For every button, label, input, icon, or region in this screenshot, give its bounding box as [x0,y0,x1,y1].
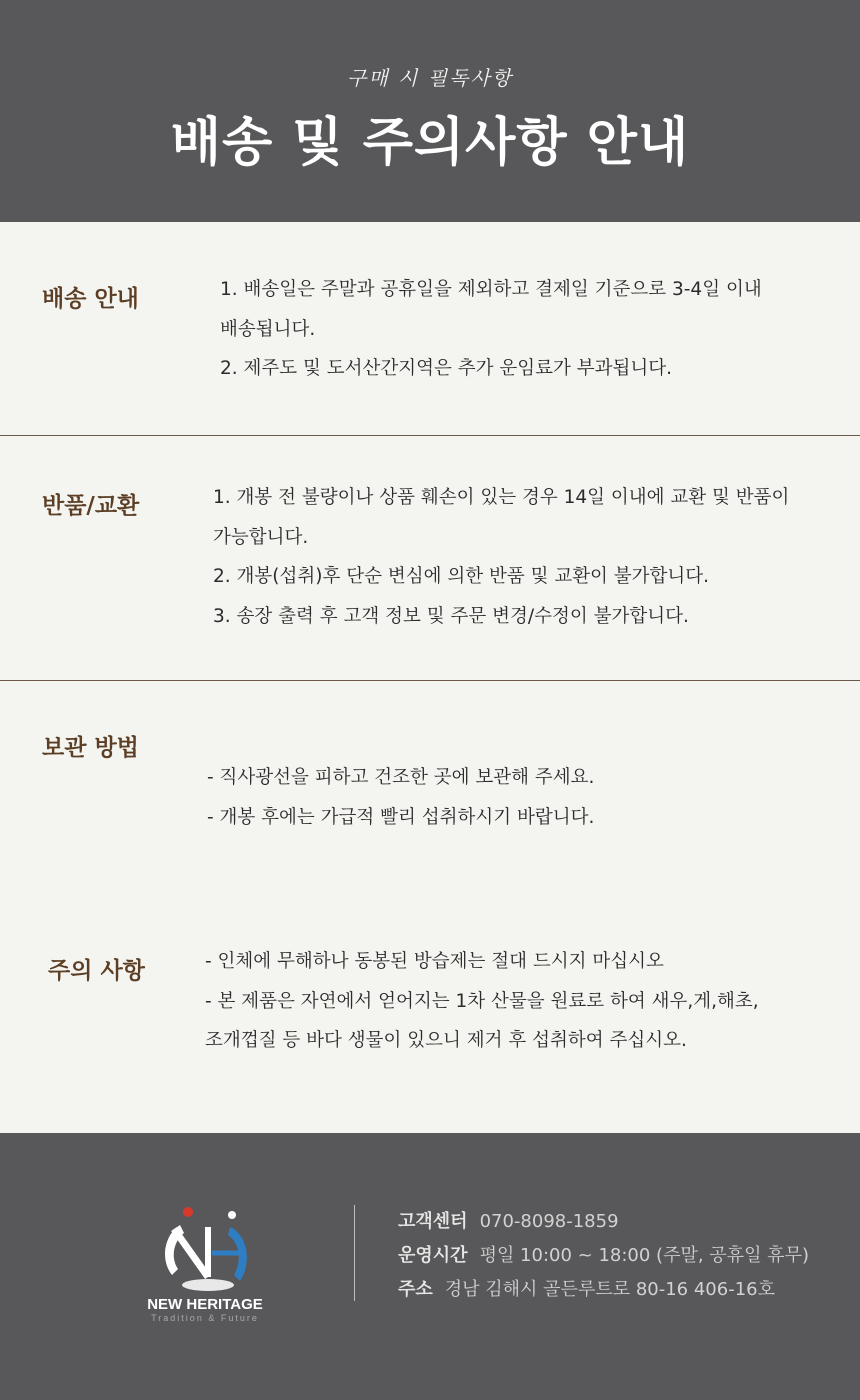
text-line: 조개껍질 등 바다 생물이 있으니 제거 후 섭취하여 주십시오. [205,1030,687,1051]
section-title-shipping: 배송 안내 [42,286,139,312]
address-label: 주소 [398,1279,433,1300]
section-text-shipping [220,270,762,389]
customer-center-label: 고객센터 [398,1211,468,1232]
brand-name: NEW HERITAGE [147,1296,263,1313]
header-subtitle: 구매 시 필독사항 [347,66,513,90]
text-line: 배송됩니다. [220,318,316,340]
section-title-returns: 반품/교환 [42,493,140,519]
text-line: 2. 제주도 및 도서산간지역은 추가 운임료가 부과됩니다. [220,358,672,379]
section-text-storage [207,758,594,837]
header-banner [0,0,860,222]
text-line: 가능합니다. [213,526,309,548]
section-title-caution: 주의 사항 [48,958,145,984]
customer-center-row [398,1207,619,1233]
hours-label: 운영시간 [398,1245,468,1266]
page-title: 배송 및 주의사항 안내 [170,113,690,173]
footer-divider [354,1205,355,1301]
text-line: - 본 제품은 자연에서 얻어지는 1차 산물을 원료로 하여 새우,게,해초, [205,990,759,1012]
text-line: 1. 개봉 전 불량이나 상품 훼손이 있는 경우 14일 이내에 교환 및 반품이 [213,487,790,508]
text-line: - 개봉 후에는 가급적 빨리 섭취하시기 바랍니다. [207,806,595,828]
section-divider [0,680,860,681]
hours-value: 평일 10:00 ~ 18:00 (주말, 공휴일 휴무) [479,1245,809,1266]
text-line: 1. 배송일은 주말과 공휴일을 제외하고 결제일 기준으로 3-4일 이내 [220,279,762,300]
hours-row [398,1241,809,1267]
address-value: 경남 김해시 골든루트로 80-16 406-16호 [444,1279,775,1300]
section-text-caution [205,942,759,1061]
text-line: - 직사광선을 피하고 건조한 곳에 보관해 주세요. [207,767,595,788]
section-text-returns [213,478,789,636]
text-line: 2. 개봉(섭취)후 단순 변심에 의한 반품 및 교환이 불가합니다. [213,566,710,587]
section-title-storage: 보관 방법 [42,735,139,761]
section-divider [0,435,860,436]
text-line: - 인체에 무해하나 동봉된 방습제는 절대 드시지 마십시오 [205,951,664,972]
brand-tagline: Tradition & Future [151,1313,259,1323]
customer-center-value: 070-8098-1859 [479,1211,619,1232]
text-line: 3. 송장 출력 후 고객 정보 및 주문 변경/수정이 불가합니다. [213,605,689,627]
address-row [398,1275,775,1301]
